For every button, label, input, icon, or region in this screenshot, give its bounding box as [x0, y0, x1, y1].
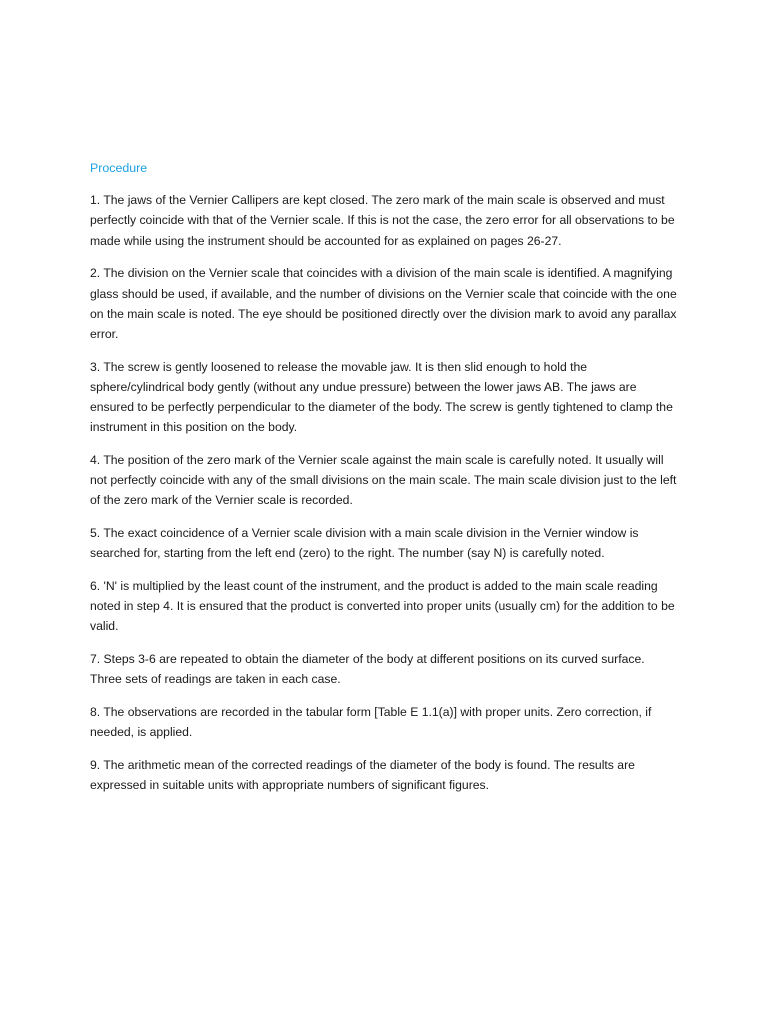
procedure-step-6: 6. 'N' is multiplied by the least count of the instrument, and the product is added to the main scale reading noted in step 4. It is ensured that the product is converted into proper units (usually cm) for the addition to be valid.	[90, 578, 675, 634]
procedure-step-4: 4. The position of the zero mark of the Vernier scale against the main scale is carefully noted. It usually will not perfectly coincide with any of the small divisions on the main scale. The main scale division just to the left of the zero mark of the Vernier scale is recorded.	[90, 452, 677, 508]
procedure-step-2: 2. The division on the Vernier scale that coincides with a division of the main scale is identified. A magnifying glass should be used, if available, and the number of divisions on the Vernier scale that coincide with the one on the main scale is noted. The eye should be positioned directly over the division mark to avoid any parallax error.	[90, 266, 677, 341]
procedure-step-7: 7. Steps 3-6 are repeated to obtain the diameter of the body at different positions on its curved surface. Three sets of readings are taken in each case.	[90, 652, 645, 687]
document-body	[90, 158, 678, 808]
section-heading: Procedure	[90, 161, 148, 175]
procedure-step-5: 5. The exact coincidence of a Vernier scale division with a main scale division in the Vernier window is searched for, starting from the left end (zero) to the right. The number (say N) is carefully noted.	[90, 526, 639, 561]
procedure-step-8: 8. The observations are recorded in the tabular form [Table E 1.1(a)] with proper units. Zero correction, if needed, is applied.	[90, 704, 652, 740]
procedure-step-9: 9. The arithmetic mean of the corrected readings of the diameter of the body is found. The results are expressed in suitable units with appropriate numbers of significant figures.	[90, 757, 635, 793]
procedure-step-3: 3. The screw is gently loosened to release the movable jaw. It is then slid enough to hold the sphere/cylindrical body gently (without any undue pressure) between the lower jaws AB. The jaws are ensured to be perfectly perpendicular to the diameter of the body. The screw is gently tightened to clamp the instrument in this position on the body.	[90, 359, 673, 435]
procedure-step-1: 1. The jaws of the Vernier Callipers are kept closed. The zero mark of the main scale is observed and must perfectly coincide with that of the Vernier scale. If this is not the case, the zero error for all observations to be made while using the instrument should be accounted for as explained on pages 26-27.	[90, 193, 675, 248]
